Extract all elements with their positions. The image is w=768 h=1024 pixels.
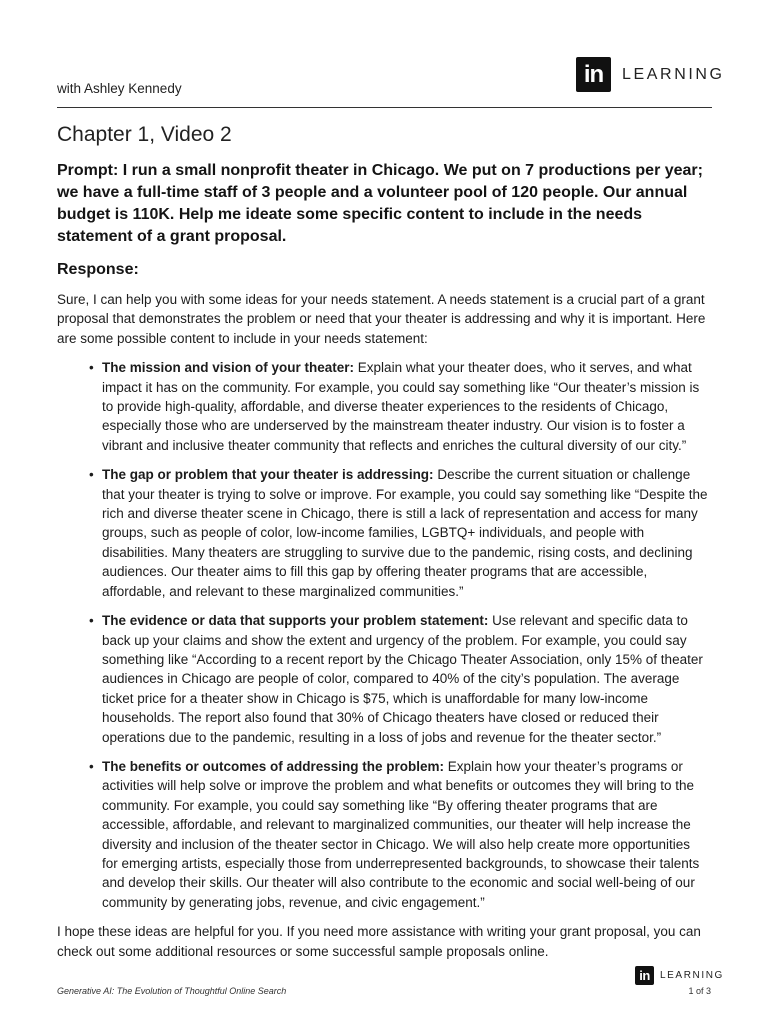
bullet-title: The benefits or outcomes of addressing the problem: — [102, 758, 445, 774]
footer-course-title: Generative AI: The Evolution of Thoughtful Online Search — [57, 986, 287, 996]
bullet-text: Explain how your theater’s programs or activities will help solve or improve the problem and what benefits or outcomes they will bring to the community. For example, you could say something like “By offering theater programs that are accessible, affordable, and relevant to marginalized communities, our theater will help increase the diversity and inclusion of the theater sector in Chicago. We will also help create more opportunities for emerging artists, especially those from underrepresented backgrounds, to showcase their talents and develop their skills. Our theater will also contribute to the economic and social well-being of our community by generating jobs, revenue, and civic engagement.” — [102, 758, 700, 910]
linkedin-in-icon: in — [635, 966, 654, 985]
main-content — [57, 160, 709, 961]
bullet-list — [57, 358, 709, 912]
list-item — [89, 757, 709, 912]
linkedin-learning-logo — [576, 57, 725, 92]
author-line: with Ashley Kennedy — [57, 81, 182, 96]
bullet-text: Explain what your theater does, who it serves, and what impact it has on the community. For example, you could say something like “Our theater’s mission is to provide high-quality, affordable, and diverse theater experiences to the residents of Chicago, especially those who are underserved by the mainstream theater industry. Our vision is to foster a vibrant and inclusive theater community that reflects and enriches the cultural diversity of our city.” — [102, 360, 700, 453]
prompt-text: Prompt: I run a small nonprofit theater in Chicago. We put on 7 productions per year; we have a full-time staff of 3 people and a volunteer pool of 120 people. Our annual budget is 110K. Help me ideate some specific content to include in the needs statement of a grant proposal. — [57, 162, 703, 245]
response-heading: Response: — [57, 261, 139, 278]
bullet-text: Use relevant and specific data to back up your claims and show the extent and urgency of the problem. For example, you could say something like “According to a recent report by the Chicago Theater Association, only 15% of theater audiences in Chicago are people of color, compared to 40% of the city’s population. The average ticket price for a theater show in Chicago is $75, which is unaffordable for many low-income households. The report also found that 30% of Chicago theaters have closed or reduced their operations due to the pandemic, resulting in a loss of jobs and revenue for the theater sector.” — [102, 613, 703, 745]
header-divider — [57, 107, 712, 108]
intro-paragraph: Sure, I can help you with some ideas for your needs statement. A needs statement is a crucial part of a grant proposal that demonstrates the problem or need that your theater is addressing and why it is important. Here are some possible content to include in your needs statement: — [57, 292, 706, 346]
list-item — [89, 358, 709, 455]
list-item — [89, 611, 709, 747]
bullet-icon: • — [89, 467, 94, 483]
closing-paragraph: I hope these ideas are helpful for you. If you need more assistance with writing your grant proposal, you can check out some additional resources or some successful sample proposals online. — [57, 924, 701, 959]
bullet-icon: • — [89, 360, 94, 376]
logo-wordmark: LEARNING — [622, 65, 725, 83]
bullet-icon: • — [89, 758, 94, 774]
list-item — [89, 465, 709, 601]
footer-logo-wordmark: LEARNING — [660, 970, 724, 981]
page-number: 1 of 3 — [688, 986, 711, 996]
bullet-title: The evidence or data that supports your problem statement: — [102, 613, 489, 629]
bullet-text: Describe the current situation or challenge that your theater is trying to solve or improve. For example, you could say something like “Despite the rich and diverse theater scene in Chicago, there is still a lack of representation and access for many groups, such as people of color, low-income families, LGBTQ+ individuals, and people with disabilities. Many theaters are struggling to survive due to the pandemic, rising costs, and declining audiences. Our theater aims to fill this gap by offering theater programs that are accessible, affordable, and relevant to these marginalized communities.” — [102, 467, 708, 599]
bullet-icon: • — [89, 613, 94, 629]
chapter-title: Chapter 1, Video 2 — [57, 123, 232, 146]
bullet-title: The mission and vision of your theater: — [102, 360, 355, 376]
bullet-title: The gap or problem that your theater is addressing: — [102, 467, 434, 483]
footer-logo — [635, 966, 724, 985]
linkedin-in-icon: in — [576, 57, 611, 92]
